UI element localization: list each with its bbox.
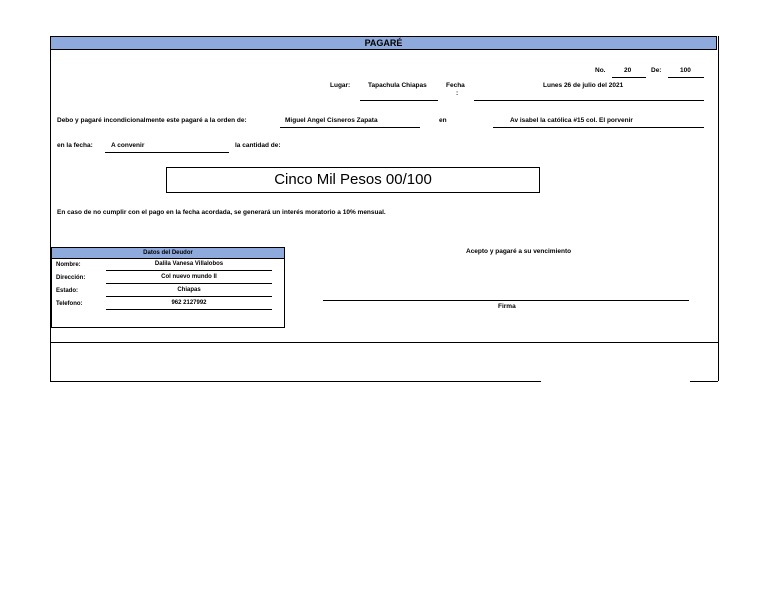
address-underline xyxy=(493,127,704,128)
en-label: en xyxy=(439,117,447,124)
debtor-name-label: Nombre: xyxy=(56,262,81,268)
pagare-title: PAGARÉ xyxy=(50,36,717,50)
lugar-value: Tapachula Chiapas xyxy=(368,82,427,89)
lugar-underline xyxy=(360,100,438,101)
amount-box: Cinco Mil Pesos 00/100 xyxy=(166,167,540,193)
payee-value: Miguel Angel Cisneros Zapata xyxy=(285,117,378,124)
debtor-address-label: Dirección: xyxy=(56,275,86,281)
de-label: De: xyxy=(651,67,662,74)
cantidad-label: la cantidad de: xyxy=(235,142,281,149)
de-value: 100 xyxy=(680,67,691,74)
de-underline xyxy=(668,77,704,78)
fecha-label: Fecha xyxy=(446,82,465,89)
lugar-label: Lugar: xyxy=(330,82,351,89)
debtor-address-value: Col nuevo mundo II xyxy=(106,273,272,284)
accept-text: Acepto y pagaré a su vencimiento xyxy=(466,248,572,255)
fecha-colon: : xyxy=(456,90,459,97)
bottom-divider xyxy=(50,342,718,343)
no-label: No. xyxy=(595,67,606,74)
fecha-underline xyxy=(474,100,704,101)
payee-underline xyxy=(280,127,420,128)
signature-line xyxy=(323,300,689,301)
debo-text: Debo y pagaré incondicionalmente este pagaré a la orden de: xyxy=(57,117,247,124)
no-value: 20 xyxy=(624,67,632,74)
debtor-heading: Datos del Deudor xyxy=(52,248,284,259)
en-fecha-label: en la fecha: xyxy=(57,142,93,149)
no-underline xyxy=(612,77,646,78)
bottom-line-right xyxy=(690,381,718,382)
en-fecha-underline xyxy=(105,152,229,153)
debtor-state-label: Estado: xyxy=(56,288,79,294)
bottom-line-left xyxy=(50,381,541,382)
firma-label: Firma xyxy=(498,303,516,310)
fecha-value: Lunes 26 de julio del 2021 xyxy=(543,82,624,89)
debtor-phone-label: Telefono: xyxy=(56,301,83,307)
penalty-text: En caso de no cumplir con el pago en la fecha acordada, se generará un interés moratorio a 10% mensual. xyxy=(57,209,386,216)
debtor-phone-value: 962 2127992 xyxy=(106,299,272,310)
debtor-name-value: Dalila Vanesa Villalobos xyxy=(106,260,272,271)
en-fecha-value: A convenir xyxy=(111,142,145,149)
debtor-box xyxy=(51,247,285,328)
address-value: Av isabel la católica #15 col. El porvenir xyxy=(510,117,633,124)
debtor-state-value: Chiapas xyxy=(106,286,272,297)
